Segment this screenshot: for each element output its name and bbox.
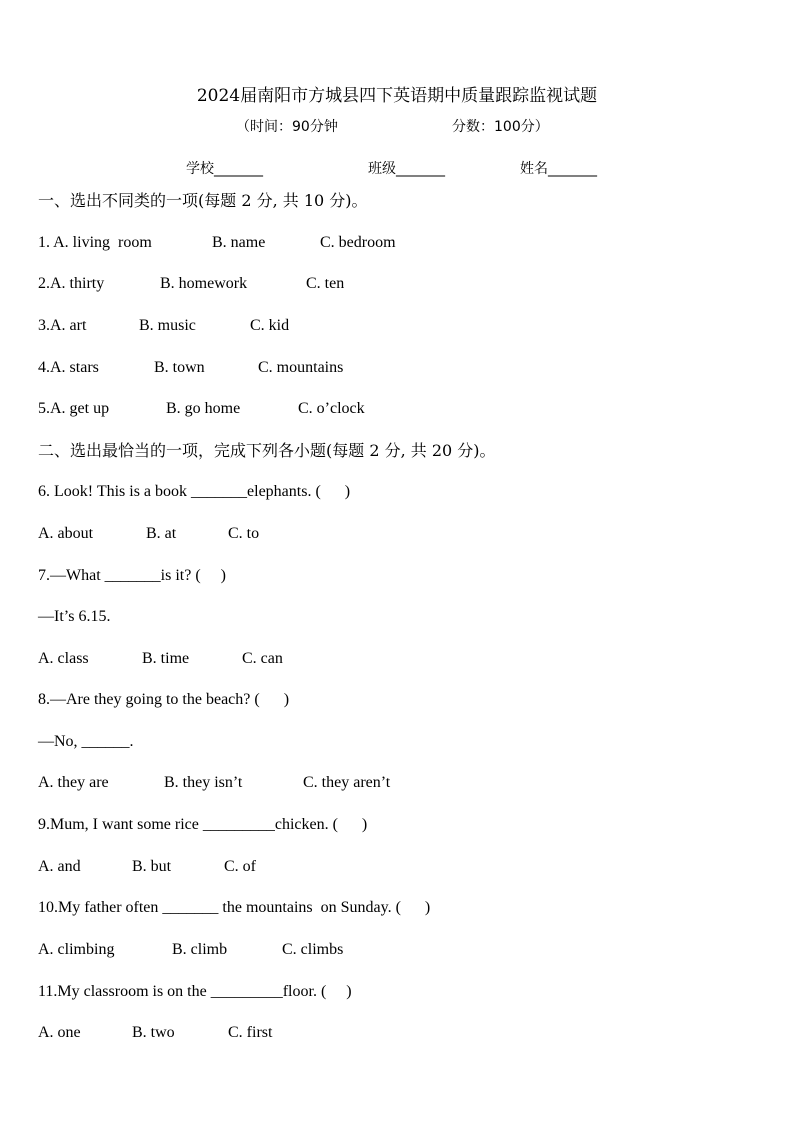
q3-option-a: 3.A. art: [38, 317, 87, 334]
class-field: 班级_______: [368, 161, 445, 177]
q8-answer: —No, ______.: [38, 733, 134, 750]
q11-option-a: A. one: [38, 1024, 81, 1041]
q11-stem: 11.My classroom is on the _________floor. ( ): [38, 983, 352, 1000]
q1-option-c: C. bedroom: [320, 234, 396, 251]
q10-option-c: C. climbs: [282, 941, 344, 958]
q10-option-a: A. climbing: [38, 941, 115, 958]
section1-heading: 一、选出不同类的一项(每题 2 分, 共 10 分)。: [38, 191, 368, 210]
q8-option-b: B. they isn’t: [164, 774, 243, 791]
q9-stem: 9.Mum, I want some rice _________chicken. ( ): [38, 816, 368, 833]
q1-option-a: 1. A. living room: [38, 234, 152, 251]
q11-option-b: B. two: [132, 1024, 175, 1041]
q9-option-a: A. and: [38, 858, 81, 875]
q7-option-c: C. can: [242, 650, 283, 667]
q1-option-b: B. name: [212, 234, 266, 251]
q7-option-b: B. time: [142, 650, 190, 667]
section2-heading: 二、选出最恰当的一项，完成下列各小题(每题 2 分, 共 20 分)。: [38, 441, 496, 460]
q5-option-c: C. o’clock: [298, 400, 365, 417]
q3-option-b: B. music: [139, 317, 196, 334]
q8-option-a: A. they are: [38, 774, 109, 791]
q6-option-a: A. about: [38, 525, 94, 542]
q6-stem: 6. Look! This is a book _______elephants. ( ): [38, 483, 351, 500]
q8-option-c: C. they aren’t: [303, 774, 391, 791]
q11-option-c: C. first: [228, 1024, 273, 1041]
q9-option-b: B. but: [132, 858, 172, 875]
q2-option-a: 2.A. thirty: [38, 275, 105, 292]
q8-stem: 8.—Are they going to the beach? ( ): [38, 691, 290, 708]
q2-option-c: C. ten: [306, 275, 345, 292]
q6-option-c: C. to: [228, 525, 260, 542]
exam-score: 分数：100分）: [452, 119, 549, 135]
q7-answer: —It’s 6.15.: [38, 608, 111, 625]
q7-option-a: A. class: [38, 650, 89, 667]
school-field: 学校_______: [186, 161, 263, 177]
q10-option-b: B. climb: [172, 941, 228, 958]
exam-time: （时间：90分钟: [236, 119, 338, 135]
q10-stem: 10.My father often _______ the mountains on Sunday. ( ): [38, 899, 431, 916]
q5-option-b: B. go home: [166, 400, 241, 417]
q6-option-b: B. at: [146, 525, 177, 542]
q9-option-c: C. of: [224, 858, 256, 875]
name-field: 姓名_______: [520, 161, 597, 177]
q5-option-a: 5.A. get up: [38, 400, 110, 417]
q7-stem: 7.—What _______is it? ( ): [38, 567, 226, 584]
q4-option-c: C. mountains: [258, 359, 344, 376]
q4-option-b: B. town: [154, 359, 205, 376]
q4-option-a: 4.A. stars: [38, 359, 99, 376]
exam-title: 2024届南阳市方城县四下英语期中质量跟踪监视试题: [196, 86, 598, 106]
q2-option-b: B. homework: [160, 275, 248, 292]
q3-option-c: C. kid: [250, 317, 290, 334]
